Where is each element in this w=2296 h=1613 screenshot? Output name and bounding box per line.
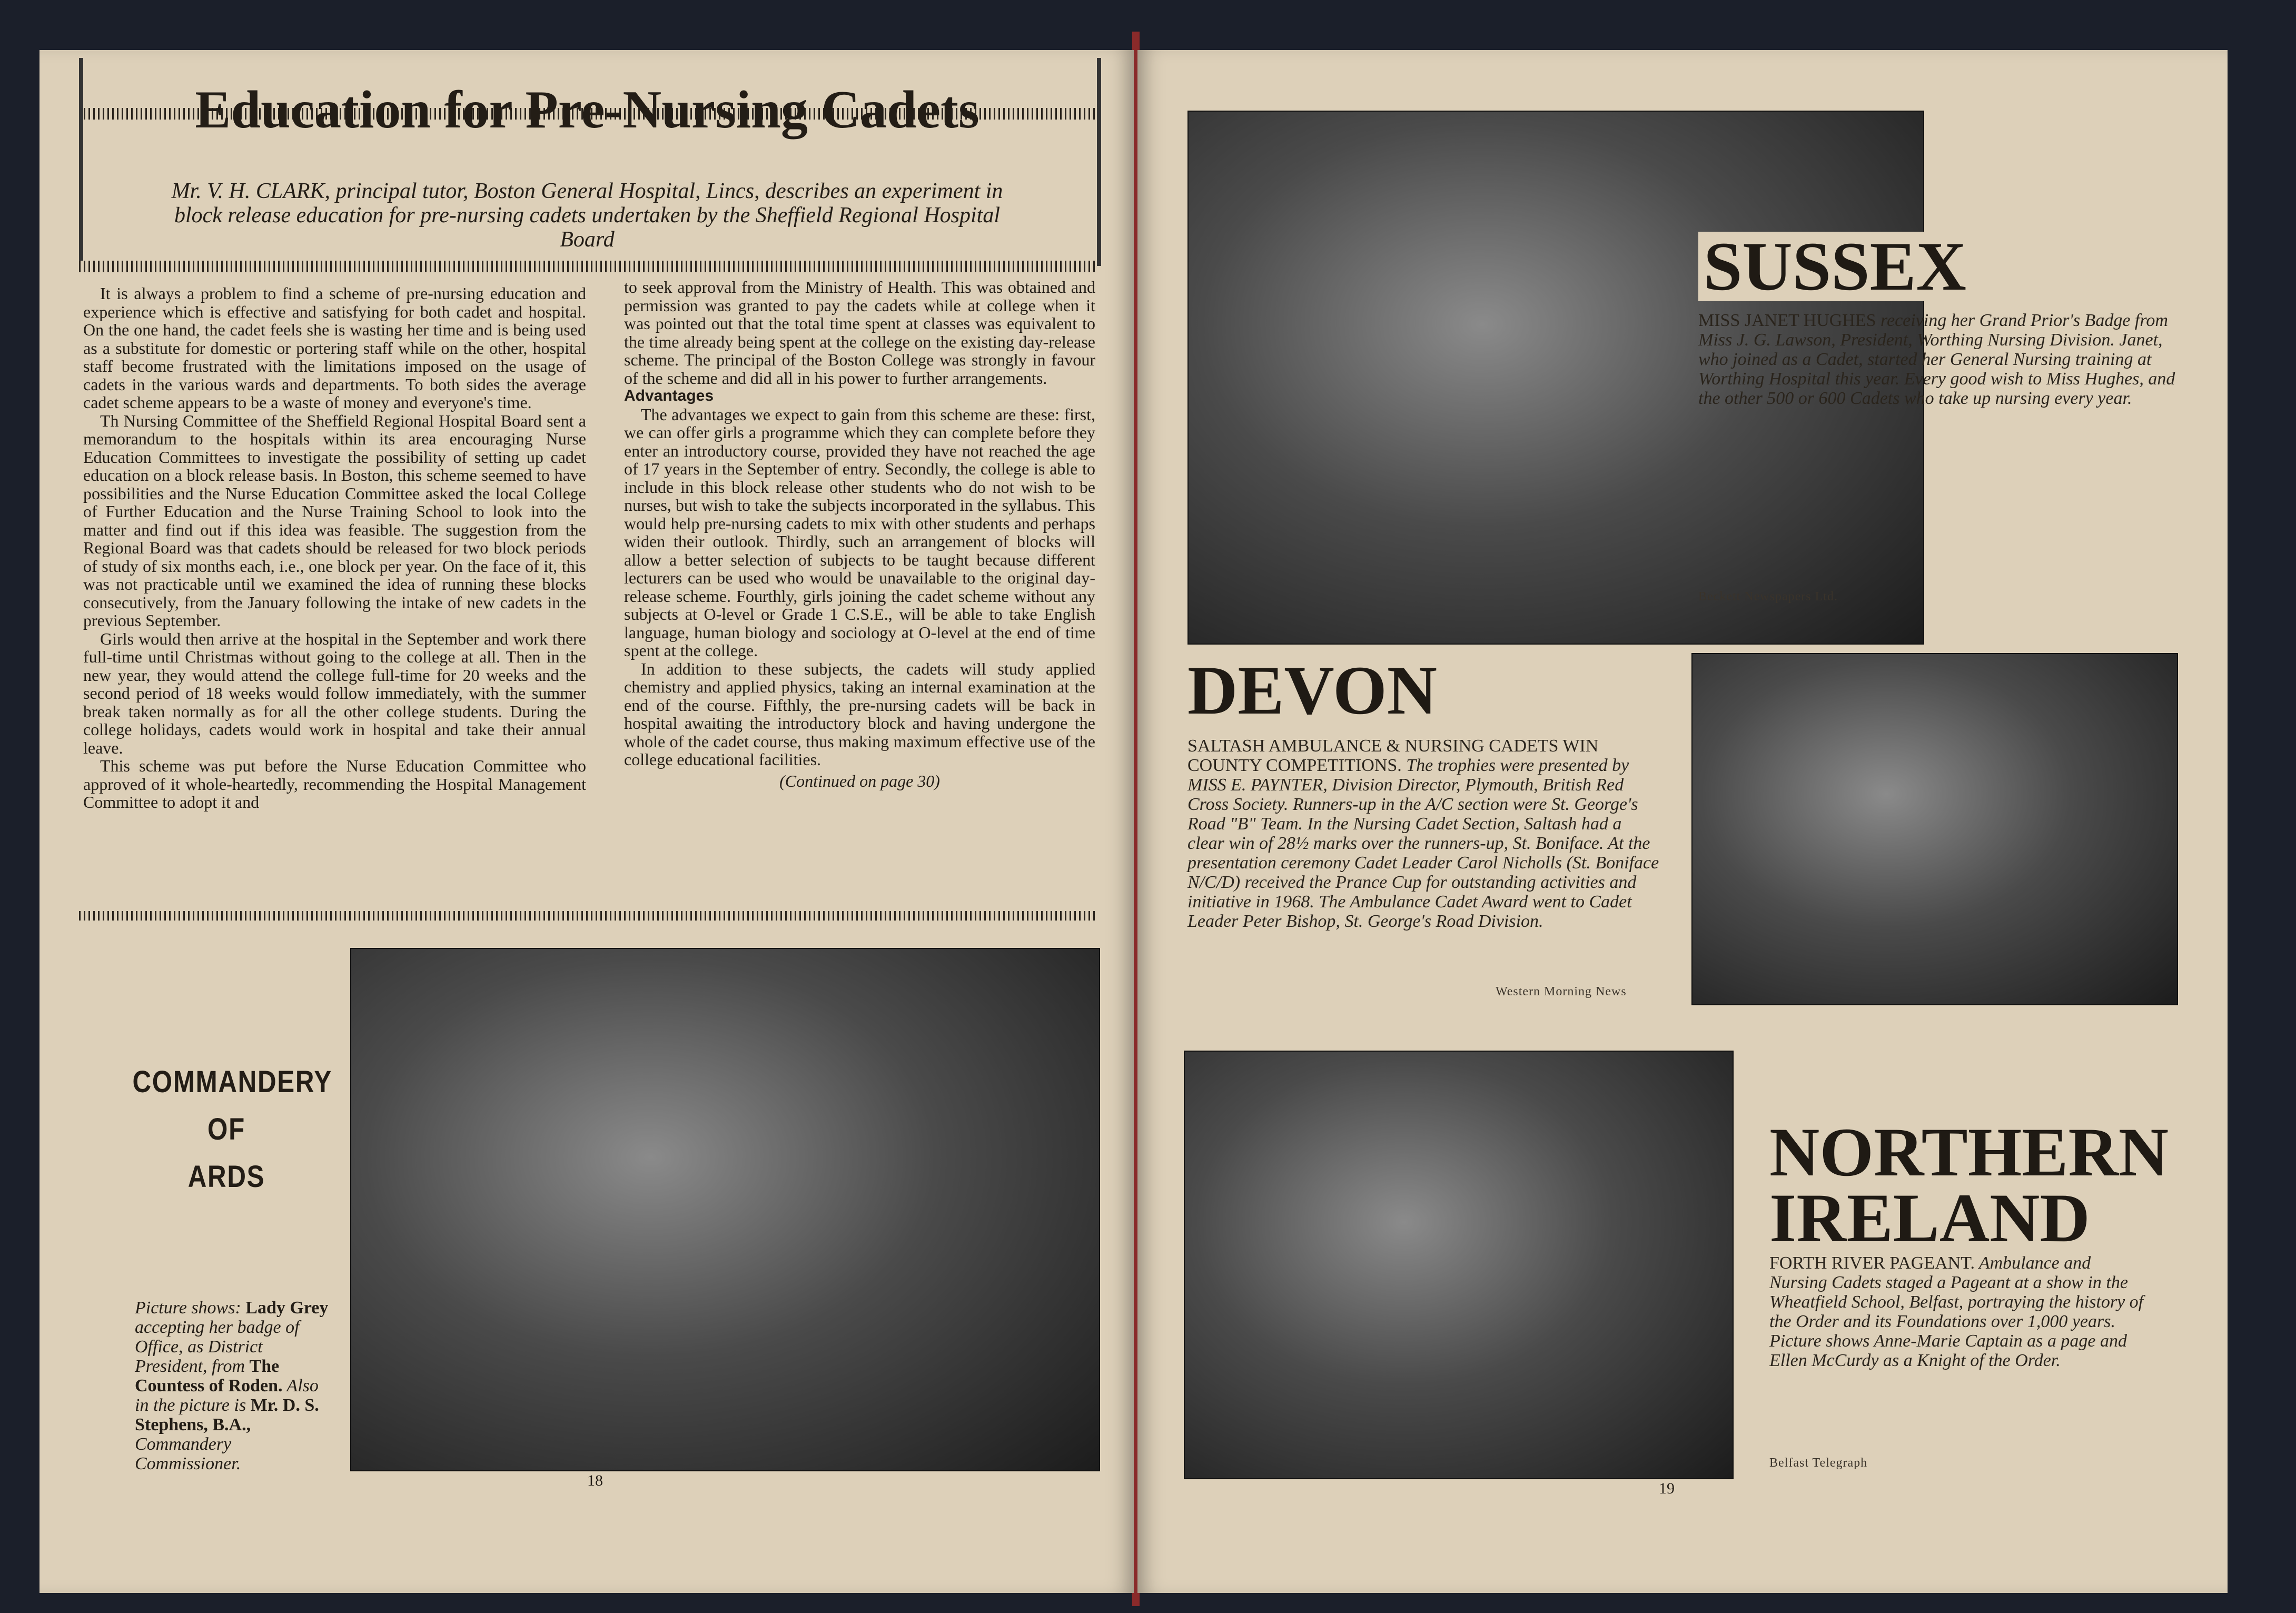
paragraph: It is always a problem to find a scheme of pre-nursing education and experience which is effective and satisfying for both cadet and hospital. On the one hand, the cadet feels she is wasting her time and is being used as a substitute for domestic or portering staff while on the other, hospital staff become frustrated with the limitations imposed on the usage of cadets in the various wards and departments. To both sides the average cadet scheme appears to be a waste of money and everyone's time. xyxy=(83,284,586,412)
right-page-number: 19 xyxy=(1659,1480,1675,1497)
paragraph: Girls would then arrive at the hospital in the September and work there full-time until Christmas without going to the college at all. Then in the new year, they would attend the college full-time for 20 weeks and the second period of 18 weeks would follow immediately, with the summer break taken normally as for all the other college students. During the college holidays, cadets would work in hospital and take their annual leave. xyxy=(83,629,586,757)
paragraph: The advantages we expect to gain from this scheme are these: first, we can offer girls a programme which they can complete before they enter an introductory course, provided they have not reached the age of 17 years in the September of entry. Secondly, the college is able to include in this block release other students who do not wish to be nurses, but wish to take the subjects incorporated in the syllabus. This would help pre-nursing cadets to mix with other students and perhaps widen their outlook. Thirdly, such an arrangement of blocks will allow a better selection of subjects to be taught because different lecturers can be used who would be unavailable to the original day-release scheme. Fourthly, girls joining the cadet scheme without any subjects at O-level or Grade 1 C.S.E., will be able to take English language, human biology and sociology at O-level at the end of time spent at the college. xyxy=(624,404,1095,660)
sussex-heading: SUSSEX xyxy=(1698,232,1972,301)
article-column-1 xyxy=(83,284,586,812)
northern-ireland-caption: FORTH RIVER PAGEANT. Ambulance and Nursing Cadets staged a Pageant at a show in the Wheatfield School, Belfast, portraying the history of the Order and its Foundations over 1,000 years. Picture shows Anne-Marie Captain as a page and Ellen McCurdy as a Knight of the Order. xyxy=(1769,1253,2144,1370)
left-page-number: 18 xyxy=(587,1472,603,1489)
sussex-photo-credit: Beckett Newspapers Ltd. xyxy=(1698,590,1838,603)
continued-note: (Continued on page 30) xyxy=(779,771,940,790)
devon-photo-credit: Western Morning News xyxy=(1496,985,1627,998)
devon-heading: DEVON xyxy=(1187,651,1438,729)
paragraph: In addition to these subjects, the cadets will study applied chemistry and applied physics, taking an internal examination at the end of the course. Fifthly, the pre-nursing cadets will be back in hospital awaiting the introductory block and having undergone the whole of the cadet course, thus making maximum effective use of the college educational facilities. xyxy=(624,659,1095,769)
devon-caption: SALTASH AMBULANCE & NURSING CADETS WIN COUNTY COMPETITIONS. The trophies were presented by MISS E. PAYNTER, Division Director, Plymouth, British Red Cross Society. Runners-up in the A/C section were St. George's Road "B" Team. In the Nursing Cadet Section, Saltash had a clear win of 28½ marks over the runners-up, St. Boniface. At the presentation ceremony Cadet Leader Carol Nicholls (St. Boniface N/C/D) received the Prance Cup for outstanding activities and initiative in 1968. The Ambulance Cadet Award went to Cadet Leader Peter Bishop, St. George's Road Division. xyxy=(1187,736,1659,931)
section-divider-rule xyxy=(79,911,1095,921)
paragraph: This scheme was put before the Nurse Education Committee who approved of it whole-heartedly, recommending the Hospital Management Committee to adopt it and xyxy=(83,756,586,812)
paragraph: to seek approval from the Ministry of Health. This was obtained and permission was granted to pay the cadets while at college when it was pointed out that the total time spent at classes was equivalent to the time already being spent at the college on the existing day-release scheme. The principal of the Boston College was strongly in favour of the scheme and did all in his power to further arrangements. xyxy=(624,278,1095,388)
northern-ireland-heading: NORTHERN IRELAND xyxy=(1769,1113,2169,1256)
devon-photo xyxy=(1691,653,2178,1005)
ards-heading: COMMANDERY OF ARDS xyxy=(132,1065,332,1194)
article-title: Education for Pre-Nursing Cadets xyxy=(195,80,979,140)
ards-photo xyxy=(350,948,1100,1471)
northern-ireland-photo xyxy=(1184,1051,1734,1479)
sussex-caption: MISS JANET HUGHES receiving her Grand Prior's Badge from Miss J. G. Lawson, President, Worthing Nursing Division. Janet, who joined as a Cadet, started her General Nursing training at Worthing Hospital this year. Every good wish to Miss Hughes, and the other 500 or 600 Cadets who take up nursing every year. xyxy=(1698,311,2175,408)
article-subtitle: Mr. V. H. CLARK, principal tutor, Boston General Hospital, Lincs, describes an experiment in block release education for pre-nursing cadets undertaken by the Sheffield Regional Hospital Board xyxy=(171,179,1003,252)
paragraph: Th Nursing Committee of the Sheffield Regional Hospital Board sent a memorandum to the hospitals within its area encouraging Nurse Education Committees to investigate the possibility of setting up cadet education on a block release basis. In Boston, this scheme seemed to have possibilities and the Nurse Education Committee asked the local College of Further Education and the Nurse Training School to look into the matter and find out if this idea was feasible. The suggestion from the Regional Board was that cadets should be released for two block periods of study of six months each, i.e., one block per year. On the face of it, this was not practicable until we examined the idea of running these blocks consecutively, from the January following the intake of new cadets in the previous September. xyxy=(83,411,586,630)
northern-ireland-photo-credit: Belfast Telegraph xyxy=(1769,1456,1868,1470)
ards-caption: Picture shows: Lady Grey accepting her badge of Office, as District President, from The Countess of Roden. Also in the picture is Mr. D. S. Stephens, B.A., Commandery Commissioner. xyxy=(135,1298,329,1473)
article-column-2 xyxy=(624,278,1095,790)
subheading-advantages: Advantages xyxy=(624,387,714,404)
header-bottom-rule xyxy=(79,261,1095,272)
